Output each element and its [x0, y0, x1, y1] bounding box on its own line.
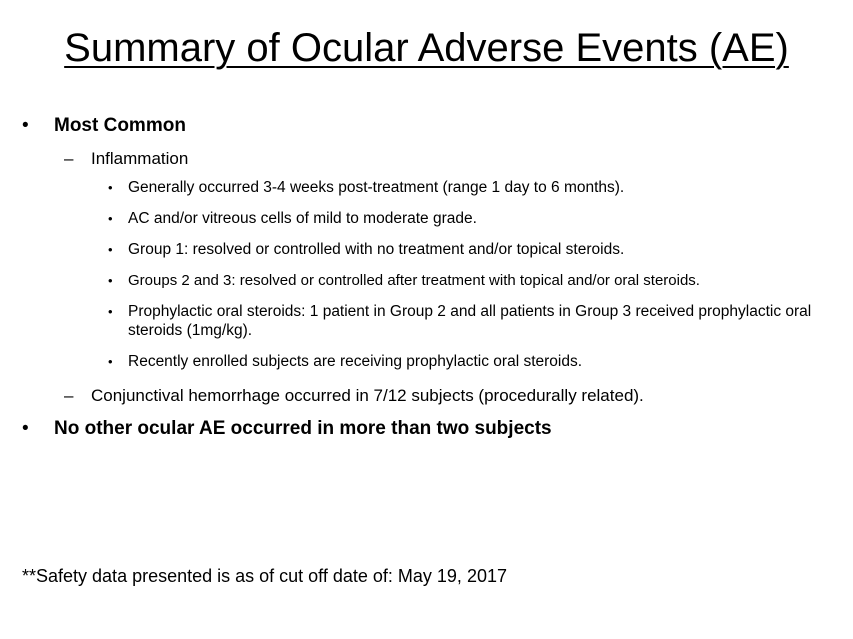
detail-item: [0, 352, 853, 371]
detail-text: Generally occurred 3-4 weeks post-treatment (range 1 day to 6 months).: [128, 179, 625, 196]
detail-text: Prophylactic oral steroids: 1 patient in Group 2 and all patients in Group 3 received prophylactic oral steroids (1mg/kg).: [128, 303, 812, 339]
sub-bullet-icon: •: [108, 304, 113, 319]
sub-bullet-icon: •: [108, 354, 113, 369]
dash-icon: –: [64, 149, 74, 168]
detail-item: [0, 209, 853, 228]
bullet-label: Most Common: [54, 115, 186, 136]
sub-bullet-icon: •: [108, 180, 113, 195]
dash-icon: –: [64, 386, 74, 405]
subitem-conjunctival-hemorrhage: [0, 383, 853, 409]
detail-text: Group 1: resolved or controlled with no treatment and/or topical steroids.: [128, 241, 625, 258]
detail-item: [0, 240, 853, 259]
subitem-label: Inflammation: [91, 149, 189, 168]
detail-item: [0, 271, 853, 290]
sub-bullet-icon: •: [108, 273, 113, 288]
detail-item: [0, 178, 853, 197]
sub-bullet-icon: •: [108, 242, 113, 257]
slide-title: Summary of Ocular Adverse Events (AE): [64, 26, 789, 70]
detail-text: AC and/or vitreous cells of mild to moderate grade.: [128, 210, 477, 227]
bullet-label: No other ocular AE occurred in more than two subjects: [54, 418, 552, 439]
footnote: **Safety data presented is as of cut off date of: May 19, 2017: [22, 566, 507, 586]
detail-text: Recently enrolled subjects are receiving prophylactic oral steroids.: [128, 353, 583, 370]
bullet-icon: •: [22, 418, 29, 439]
bullet-list: [0, 112, 853, 443]
bullet-no-other-ae: [0, 415, 853, 443]
bullet-icon: •: [22, 115, 29, 136]
detail-item: [0, 302, 820, 340]
bullet-most-common: [0, 112, 853, 140]
sub-bullet-icon: •: [108, 211, 113, 226]
subitem-label: Conjunctival hemorrhage occurred in 7/12 subjects (procedurally related).: [91, 386, 644, 405]
detail-text: Groups 2 and 3: resolved or controlled after treatment with topical and/or oral steroids.: [128, 272, 700, 289]
subitem-inflammation: [0, 146, 853, 172]
